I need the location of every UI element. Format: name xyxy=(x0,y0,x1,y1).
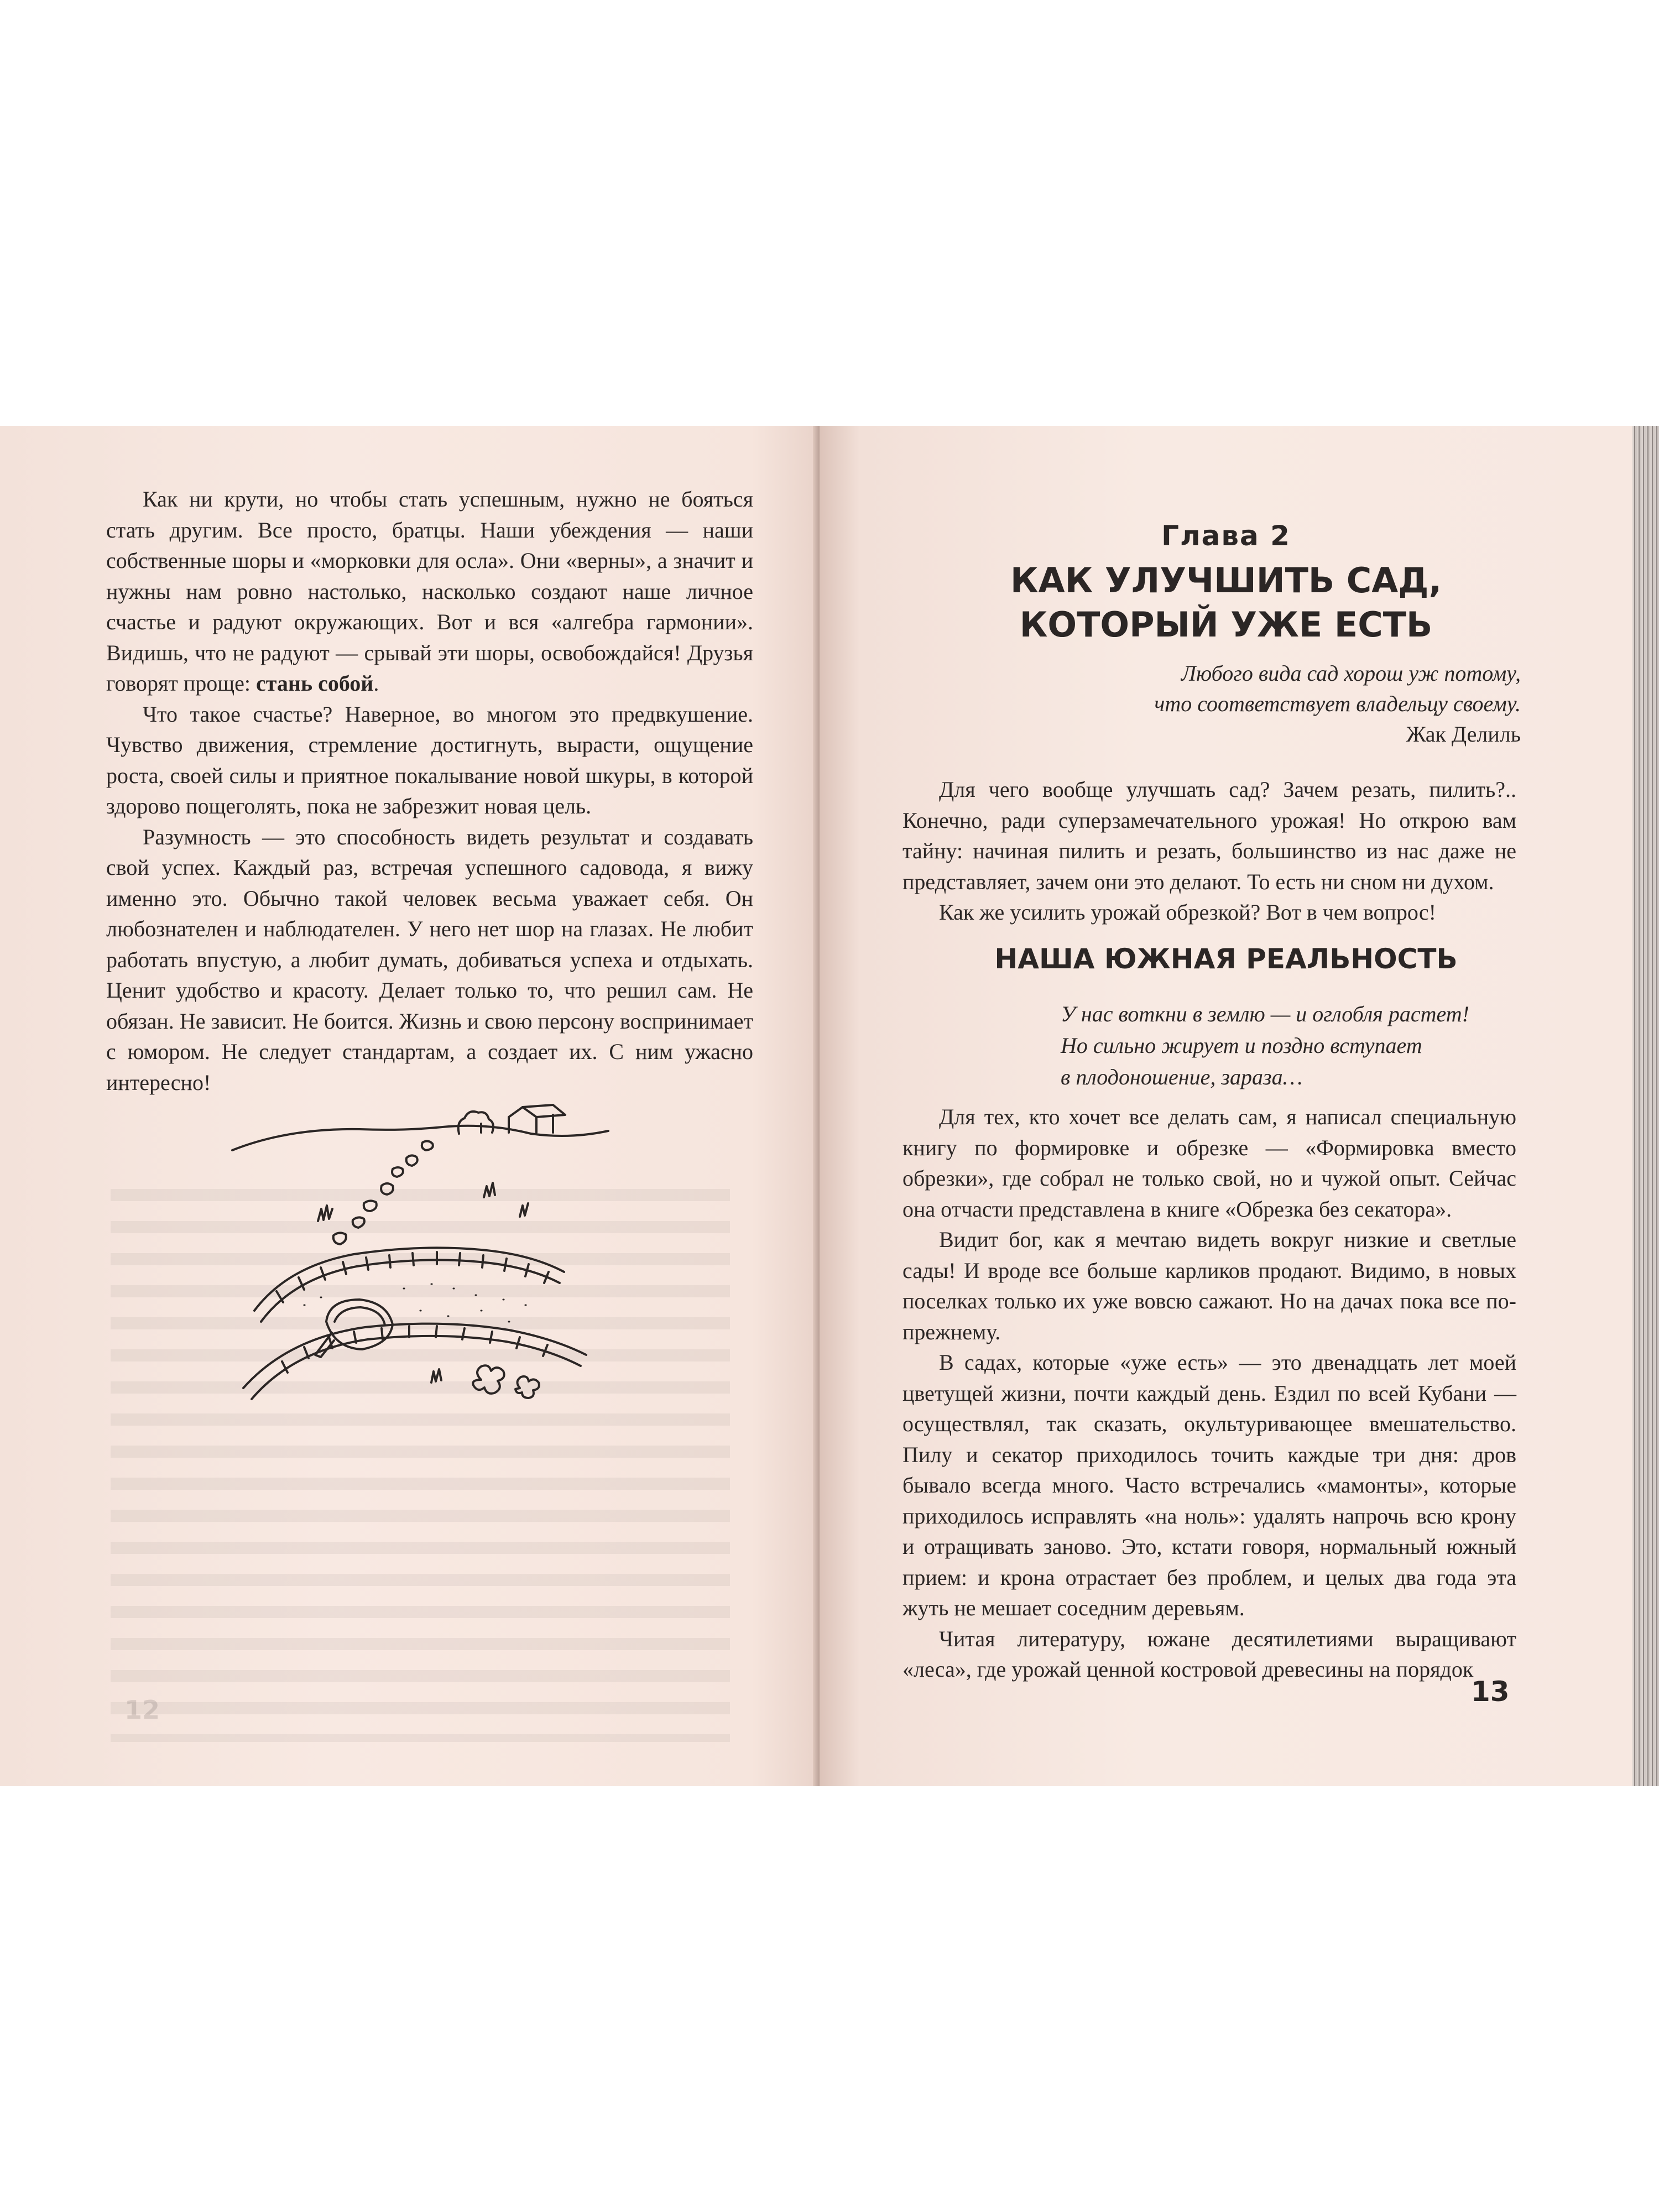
section-epigraph-line-3: в плодоношение, зараза… xyxy=(1061,1065,1303,1089)
left-paragraph-1: Как ни крути, но чтобы стать успешным, нужно не бояться стать другим. Все просто, братцы. Наши убеждения — наши собственные шоры и «морковки для осла». Они «верны», а значит и нужны нам ровно настолько, насколько создают наше личное счастье и радуют окружающих. Вот и вся «алгебра гармонии». Видишь, что не радуют — срывай эти шоры, освобождайся! Друзья говорят проще: стань собой. xyxy=(106,487,753,696)
body-paragraph-3: В садах, которые «уже есть» — это двенадцать лет моей цветущей жизни, почти каждый день. Ездил по всей Кубани — осуществлял, так сказать, окультуривающее вмешательство. Пилу и секатор приходилось точить каждые три дня: дров бывало всегда много. Часто встречались «мамонты», которые приходилось исправлять «на ноль»: удалять напрочь всю крону и отращивать заново. Это, кстати говоря, нормальный южный прием: и крона отрастает без проблем, и целых два года эта жуть не мешает соседним деревьям. xyxy=(902,1350,1516,1620)
left-paragraph-2: Что такое счастье? Наверное, во многом это предвкушение. Чувство движения, стремление достигнуть, вырасти, ощущение роста, своей силы и приятное покалывание новой шкуры, в которой здорово пощеголять, пока не забрезжит новая цель. xyxy=(106,701,753,818)
book-page-edges xyxy=(1632,426,1659,1786)
book-spread xyxy=(0,426,1659,1786)
body-paragraph-2: Видит бог, как я мечтаю видеть вокруг низкие и светлые сады! И вроде все больше карликов продают. Видимо, в новых поселках только их уже вовсю сажают. Но на дачах пока все по-прежнему. xyxy=(902,1227,1516,1344)
chapter-label: Глава 2 xyxy=(1161,520,1291,552)
section-epigraph xyxy=(1061,998,1481,1093)
section-title: НАША ЮЖНАЯ РЕАЛЬНОСТЬ xyxy=(994,943,1458,975)
emphasis-text: стань собой xyxy=(255,671,374,696)
section-body-text xyxy=(902,1102,1516,1685)
left-page xyxy=(0,426,817,1786)
chapter-title xyxy=(820,559,1632,647)
page-number-left: 12 xyxy=(124,1695,160,1725)
body-paragraph-4: Читая литературу, южане десятилетиями выращивают «леса», где урожай ценной костровой древесины на порядок xyxy=(902,1626,1516,1682)
left-page-text xyxy=(106,484,753,1098)
body-paragraph-1: Для тех, кто хочет все делать сам, я написал специальную книгу по формировке и обрезке — «Формировка вместо обрезки», где собрал не только свой, но и чужой опыт. Сейчас она отчасти представлена в книге «Обрезка без секатора». xyxy=(902,1104,1516,1222)
garden-path-illustration xyxy=(221,1078,625,1410)
chapter-title-line-1: КАК УЛУЧШИТЬ САД, xyxy=(1010,560,1442,601)
left-paragraph-3: Разумность — это способность видеть результат и создавать свой успех. Каждый раз, встречая успешного садовода, я вижу именно это. Обычно такой человек весьма уважает себя. Он любознателен и наблюдателен. У него нет шор на глазах. Не любит работать впустую, а любит думать, добиваться успеха и отдыхать. Ценит удобство и красоту. Делает только то, что решил сам. Не обязан. Не зависит. Не боится. Жизнь и свою персону воспринимает с юмором. Не следует стандартам, а создает их. С ним ужасно интересно! xyxy=(106,824,753,1095)
epigraph-line-1: Любого вида сад хорош уж потому, xyxy=(1181,661,1521,686)
chapter-epigraph xyxy=(940,658,1521,749)
section-epigraph-line-2: Но сильно жирует и поздно вступает xyxy=(1061,1033,1422,1058)
epigraph-line-2: что соответствует владельцу своему. xyxy=(1154,691,1521,716)
page-number-right: 13 xyxy=(1471,1676,1510,1708)
chapter-intro-text xyxy=(902,774,1516,928)
intro-paragraph-2: Как же усилить урожай обрезкой? Вот в чем вопрос! xyxy=(939,900,1437,925)
epigraph-author: Жак Делиль xyxy=(1406,722,1521,747)
chapter-title-line-2: КОТОРЫЙ УЖЕ ЕСТЬ xyxy=(1019,604,1433,645)
section-epigraph-line-1: У нас воткни в землю — и оглобля растет! xyxy=(1061,1001,1469,1026)
intro-paragraph-1: Для чего вообще улучшать сад? Зачем резать, пилить?.. Конечно, ради суперзамечательного урожая! Но открою вам тайну: начиная пилить и резать, большинство из нас даже не представляет, зачем они это делают. То есть ни сном ни духом. xyxy=(902,777,1516,894)
